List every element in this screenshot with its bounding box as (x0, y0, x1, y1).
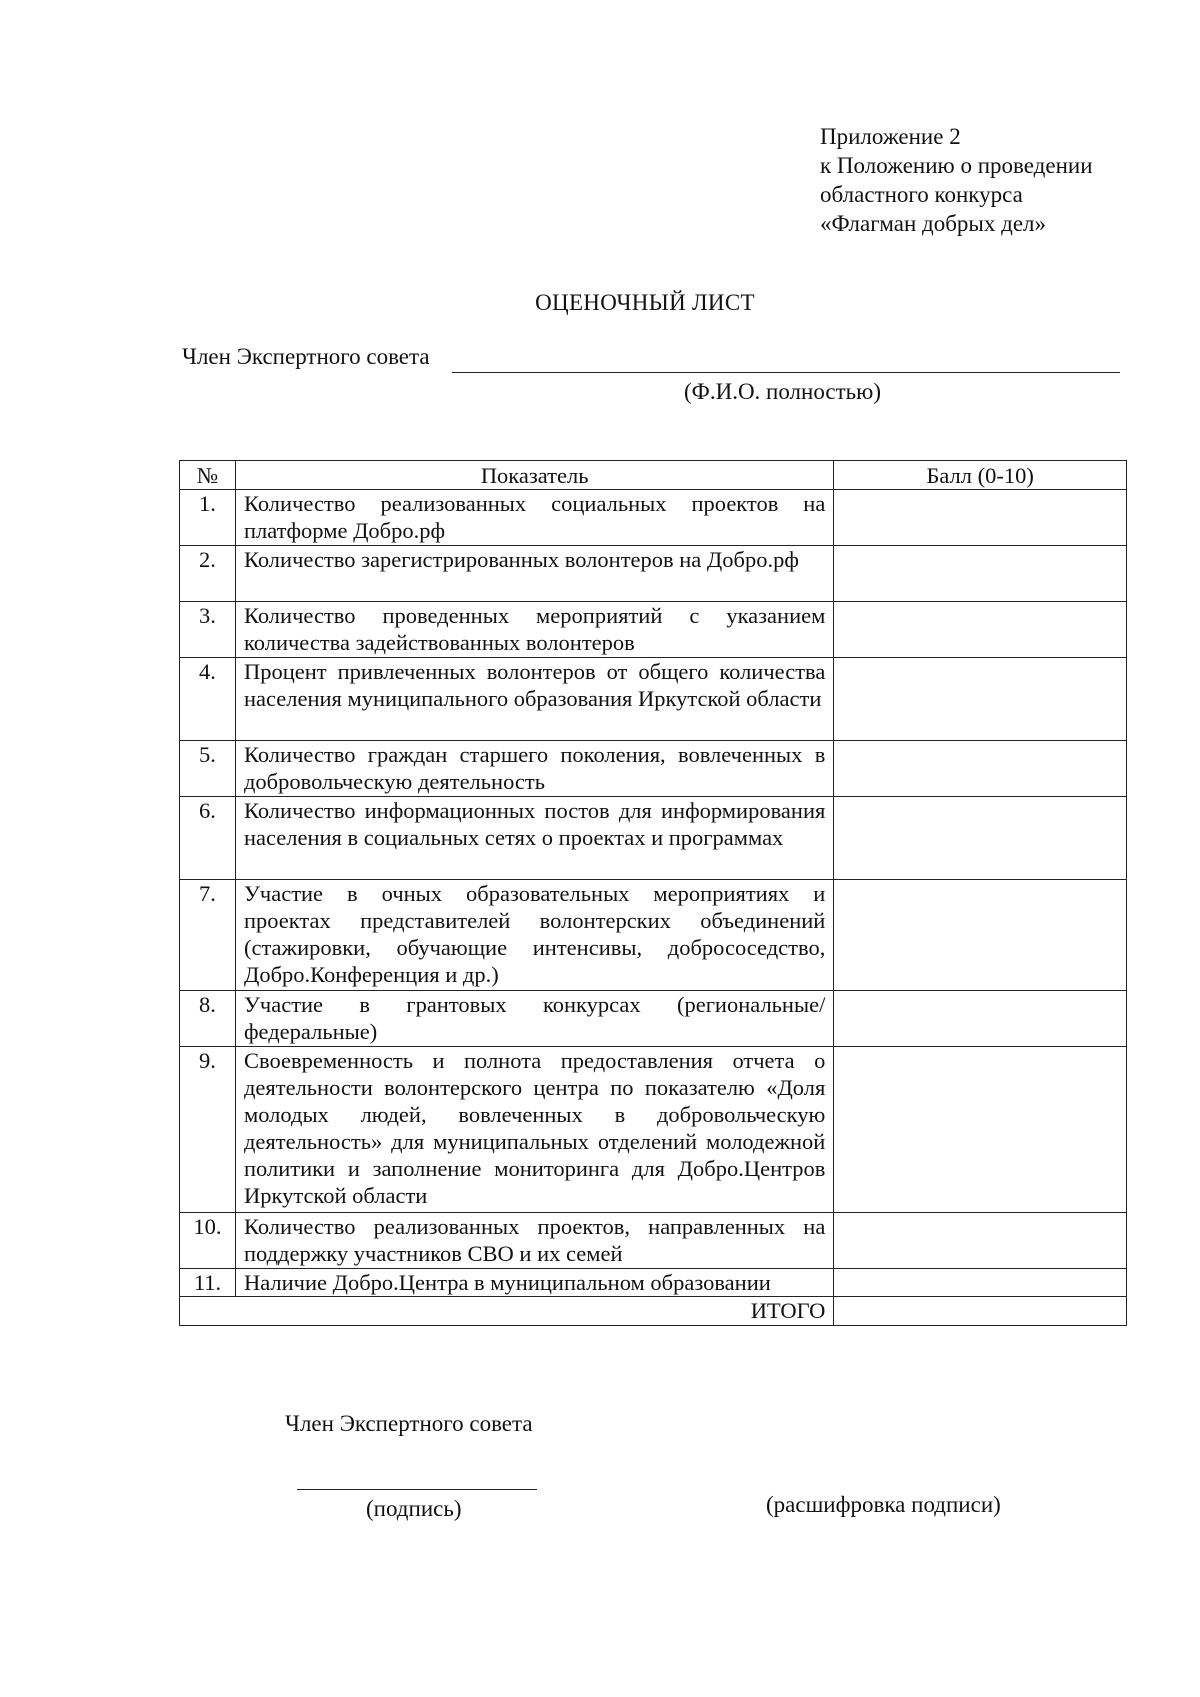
signature-member-label: Член Экспертного совета (285, 1411, 533, 1436)
table-row (180, 1213, 1127, 1269)
row-score-cell[interactable] (834, 991, 1127, 1047)
table-row (180, 991, 1127, 1047)
row-score-cell[interactable] (834, 658, 1127, 741)
total-label: ИТОГО (180, 1297, 834, 1326)
row-number: 6. (180, 797, 236, 880)
row-number: 4. (180, 658, 236, 741)
row-score-cell[interactable] (834, 797, 1127, 880)
row-number: 5. (180, 741, 236, 797)
table-row (180, 880, 1127, 991)
appendix-line-1: Приложение 2 (820, 124, 961, 149)
row-number: 1. (180, 490, 236, 546)
fio-input-line[interactable] (452, 372, 1120, 373)
table-row (180, 546, 1127, 602)
row-indicator: Своевременность и полнота предоставления отчета о деятельности волонтерского центра по показателю «Доля молодых людей, вовлеченных в добровольческую деятельность» для муниципальных отделений молодежной политики и заполнение мониторинга для Добро.Центров Иркутской области (235, 1047, 833, 1213)
table-row (180, 490, 1127, 546)
row-indicator: Количество реализованных социальных проектов на платформе Добро.рф (235, 490, 833, 546)
row-number: 2. (180, 546, 236, 602)
row-number: 11. (180, 1269, 236, 1297)
row-indicator: Количество граждан старшего поколения, вовлеченных в добровольческую деятельность (235, 741, 833, 797)
row-indicator: Количество информационных постов для информирования населения в социальных сетях о проектах и программах (235, 797, 833, 880)
document-title: ОЦЕНОЧНЫЙ ЛИСТ (535, 290, 755, 315)
row-score-cell[interactable] (834, 880, 1127, 991)
signature-decode-hint: (расшифровка подписи) (766, 1492, 1001, 1517)
header-score: Балл (0-10) (834, 461, 1127, 490)
table-row (180, 741, 1127, 797)
row-number: 8. (180, 991, 236, 1047)
table-row (180, 1047, 1127, 1213)
row-number: 10. (180, 1213, 236, 1269)
table-header-row (180, 461, 1127, 490)
header-indicator: Показатель (235, 461, 833, 490)
appendix-line-4: «Флагман добрых дел» (820, 211, 1047, 236)
row-score-cell[interactable] (834, 546, 1127, 602)
appendix-line-2: к Положению о проведении (820, 153, 1093, 178)
table-row (180, 1269, 1127, 1297)
row-score-cell[interactable] (834, 741, 1127, 797)
row-indicator: Участие в грантовых конкурсах (региональные/федеральные) (235, 991, 833, 1047)
fio-hint: (Ф.И.О. полностью) (684, 379, 882, 404)
evaluation-table (179, 460, 1127, 1326)
row-indicator: Количество зарегистрированных волонтеров на Добро.рф (235, 546, 833, 602)
row-indicator: Процент привлеченных волонтеров от общего количества населения муниципального образования Иркутской области (235, 658, 833, 741)
row-score-cell[interactable] (834, 1047, 1127, 1213)
appendix-line-3: областного конкурса (820, 182, 1023, 207)
row-score-cell[interactable] (834, 602, 1127, 658)
row-score-cell[interactable] (834, 1269, 1127, 1297)
row-number: 9. (180, 1047, 236, 1213)
row-indicator: Количество реализованных проектов, направленных на поддержку участников СВО и их семей (235, 1213, 833, 1269)
row-score-cell[interactable] (834, 1213, 1127, 1269)
total-row (180, 1297, 1127, 1326)
appendix-header (820, 122, 1093, 238)
header-number: № (180, 461, 236, 490)
expert-member-label: Член Экспертного совета (182, 344, 430, 369)
row-number: 7. (180, 880, 236, 991)
row-number: 3. (180, 602, 236, 658)
signature-hint: (подпись) (366, 1496, 462, 1521)
row-indicator: Участие в очных образовательных мероприятиях и проектах представителей волонтерских объединений (стажировки, обучающие интенсивы, добрососедство, Добро.Конференция и др.) (235, 880, 833, 991)
signature-line[interactable] (297, 1489, 537, 1490)
total-score-cell[interactable] (834, 1297, 1127, 1326)
row-score-cell[interactable] (834, 490, 1127, 546)
table-row (180, 602, 1127, 658)
table-row (180, 797, 1127, 880)
row-indicator: Количество проведенных мероприятий с указанием количества задействованных волонтеров (235, 602, 833, 658)
row-indicator: Наличие Добро.Центра в муниципальном образовании (235, 1269, 833, 1297)
table-row (180, 658, 1127, 741)
